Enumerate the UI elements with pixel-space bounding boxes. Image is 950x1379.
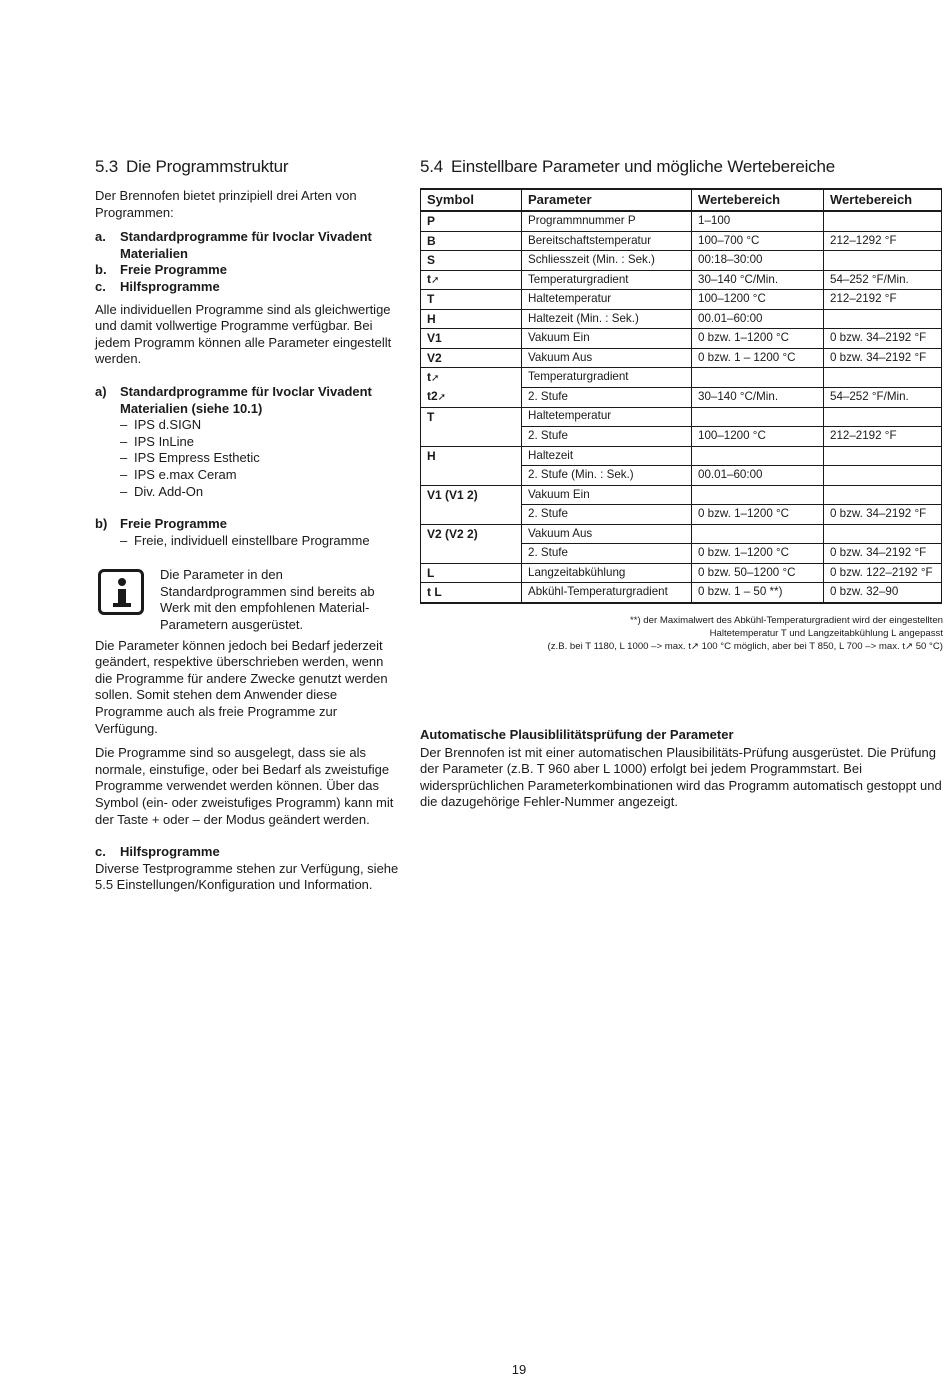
table-cell [824, 446, 942, 466]
table-cell: 30–140 °C/Min. [692, 270, 824, 290]
table-row [421, 524, 942, 544]
list-item: – Div. Add-On [120, 483, 204, 499]
table-cell: 0 bzw. 32–90 [824, 583, 942, 603]
plausibility-text: Der Brennofen ist mit einer automatischen Plausibilitäts-Prüfung ausgerüstet. Die Prüfung der Parameter (z.B. T 960 aber L 1000) erfolgt bei jedem Programmstart. Bei widersprüchlichen Parameterkombinationen wird das Programm automatisch gestoppt und die dazugehörige Fehler-Nummer angezeigt. [420, 744, 942, 810]
table-cell: Vakuum Aus [522, 348, 692, 368]
table-cell: 00:18–30:00 [692, 251, 824, 271]
table-cell: Programmnummer P [522, 211, 692, 231]
col-header-symbol: Symbol [421, 189, 522, 211]
plausibility-title: Automatische Plausiblilitätsprüfung der Parameter [420, 726, 734, 742]
table-cell: t➚ [421, 368, 522, 388]
table-cell: Langzeitabkühlung [522, 563, 692, 583]
table-cell [421, 427, 522, 447]
table-cell: 212–2192 °F [824, 290, 942, 310]
section-a-title: a) Standardprogramme für Ivoclar Vivadent Materialien (siehe 10.1) [95, 383, 372, 416]
table-row [421, 485, 942, 505]
table-cell: T [421, 290, 522, 310]
table-cell: Haltezeit [522, 446, 692, 466]
table-cell: 0 bzw. 1–1200 °C [692, 505, 824, 525]
col-header-range-f: Wertebereich [824, 189, 942, 211]
table-row [421, 466, 942, 486]
table-cell: 0 bzw. 50–1200 °C [692, 563, 824, 583]
gradient-arrow-icon: ➚ [431, 372, 440, 384]
page-number: 19 [511, 1362, 527, 1377]
footnote: **) der Maximalwert des Abkühl-Temperaturgradient wird der eingestellten Haltetemperatur T und Langzeitabkühlung L angepasst (z.B. bei T 1180, L 1000 –> max. t↗ 100 °C möglich, aber bei T 850, L 700 –> max. t↗ 50 °C) [547, 614, 943, 652]
table-cell: 2. Stufe [522, 544, 692, 564]
col-header-range-c: Wertebereich [692, 189, 824, 211]
table-cell [824, 309, 942, 329]
table-row [421, 427, 942, 447]
table-cell: V1 (V1 2) [421, 485, 522, 505]
table-cell: Haltezeit (Min. : Sek.) [522, 309, 692, 329]
table-row [421, 211, 942, 231]
table-row [421, 544, 942, 564]
table-cell: 0 bzw. 34–2192 °F [824, 329, 942, 349]
table-cell: 0 bzw. 1–1200 °C [692, 329, 824, 349]
table-cell [421, 466, 522, 486]
list-item: b. Freie Programme [95, 262, 227, 278]
table-cell [824, 466, 942, 486]
info-icon [98, 569, 144, 615]
table-cell: Abkühl-Temperaturgradient [522, 583, 692, 603]
table-cell: 2. Stufe [522, 505, 692, 525]
table-cell [421, 544, 522, 564]
table-cell: S [421, 251, 522, 271]
table-cell: 0 bzw. 1 – 1200 °C [692, 348, 824, 368]
table-cell: Temperaturgradient [522, 270, 692, 290]
table-row [421, 583, 942, 603]
table-row [421, 270, 942, 290]
table-cell [692, 407, 824, 427]
table-row [421, 446, 942, 466]
table-cell: V2 (V2 2) [421, 524, 522, 544]
table-cell [824, 211, 942, 231]
table-cell: 0 bzw. 1 – 50 **) [692, 583, 824, 603]
table-row [421, 251, 942, 271]
col-header-parameter: Parameter [522, 189, 692, 211]
table-cell [692, 368, 824, 388]
table-cell: V2 [421, 348, 522, 368]
table-cell [824, 251, 942, 271]
table-cell: H [421, 309, 522, 329]
gradient-arrow-icon: ➚ [437, 391, 447, 403]
table-row [421, 309, 942, 329]
section-b-title: b) Freie Programme [95, 516, 227, 532]
table-row [421, 505, 942, 525]
table-cell: 2. Stufe [522, 427, 692, 447]
table-cell: 1–100 [692, 211, 824, 231]
table-cell: 100–1200 °C [692, 427, 824, 447]
table-row [421, 387, 942, 407]
table-cell [824, 524, 942, 544]
table-cell: 30–140 °C/Min. [692, 387, 824, 407]
table-cell: 100–700 °C [692, 231, 824, 251]
paragraph: Die Programme sind so ausgelegt, dass sie als normale, einstufige, oder bei Bedarf als zweistufige Programme verwendet werden können. Über das Symbol (ein- oder zweistufiges Programm) kann mit der Taste + oder – der Modus geändert werden. [95, 745, 394, 827]
table-body [421, 211, 942, 603]
table-row [421, 563, 942, 583]
table-cell [692, 446, 824, 466]
table-cell: Schliesszeit (Min. : Sek.) [522, 251, 692, 271]
section-c [95, 844, 403, 894]
table-row [421, 348, 942, 368]
table-cell: 00.01–60:00 [692, 466, 824, 486]
list-item: c. Hilfsprogramme [95, 278, 220, 294]
table-cell: 0 bzw. 34–2192 °F [824, 505, 942, 525]
table-cell [824, 407, 942, 427]
section-c-text: Diverse Testprogramme stehen zur Verfügung, siehe 5.5 Einstellungen/Konfiguration und Information. [95, 860, 399, 893]
info-note [95, 567, 403, 633]
table-cell: Temperaturgradient [522, 368, 692, 388]
section-b-items [95, 533, 403, 550]
table-cell: 212–2192 °F [824, 427, 942, 447]
table-cell: B [421, 231, 522, 251]
table-cell [824, 485, 942, 505]
table-cell: t L [421, 583, 522, 603]
table-cell: T [421, 407, 522, 427]
table-cell: Bereitschaftstemperatur [522, 231, 692, 251]
table-cell: 2. Stufe (Min. : Sek.) [522, 466, 692, 486]
table-cell: 212–1292 °F [824, 231, 942, 251]
table-cell: t2➚ [421, 387, 522, 407]
table-cell: 54–252 °F/Min. [824, 387, 942, 407]
info-text: Die Parameter in den Standardprogrammen sind bereits ab Werk mit den empfohlenen Material-Parametern ausgerüstet. [160, 567, 375, 633]
table-cell: 0 bzw. 1–1200 °C [692, 544, 824, 564]
list-item: – IPS e.max Ceram [120, 466, 237, 482]
table-row [421, 368, 942, 388]
parameter-table [420, 188, 942, 604]
section-a-items [95, 417, 403, 500]
section-a [95, 384, 403, 500]
table-cell: 100–1200 °C [692, 290, 824, 310]
table-cell: 0 bzw. 34–2192 °F [824, 348, 942, 368]
table-cell [692, 485, 824, 505]
table-cell: Vakuum Ein [522, 329, 692, 349]
intro-paragraph: Der Brennofen bietet prinzipiell drei Arten von Programmen: [95, 188, 357, 220]
table-cell: V1 [421, 329, 522, 349]
table-cell: Haltetemperatur [522, 407, 692, 427]
paragraph: Die Parameter können jedoch bei Bedarf jederzeit geändert, respektive überschrieben werden, wenn die Programme für andere Zwecke genutzt werden sollen. Somit stehen dem Anwender diese Programme auch als freie Programme zur Verfügung. [95, 637, 388, 736]
section-heading-5-3: 5.3 Die Programmstruktur [95, 157, 289, 176]
table-cell: P [421, 211, 522, 231]
table-cell: Vakuum Ein [522, 485, 692, 505]
gradient-arrow-icon: ➚ [431, 274, 440, 286]
table-cell: 0 bzw. 122–2192 °F [824, 563, 942, 583]
table-row [421, 329, 942, 349]
list-item: – IPS InLine [120, 433, 194, 449]
section-b [95, 516, 403, 549]
table-cell: H [421, 446, 522, 466]
table-cell: Vakuum Aus [522, 524, 692, 544]
section-c-title: c. Hilfsprogramme [95, 844, 220, 860]
table-cell: Haltetemperatur [522, 290, 692, 310]
section-heading-5-4: 5.4 Einstellbare Parameter und mögliche Wertebereiche [420, 157, 835, 176]
table-row [421, 290, 942, 310]
table-cell: 54–252 °F/Min. [824, 270, 942, 290]
table-cell [692, 524, 824, 544]
table-cell: 2. Stufe [522, 387, 692, 407]
table-cell: L [421, 563, 522, 583]
table-cell: t➚ [421, 270, 522, 290]
program-types-list [95, 229, 403, 295]
list-item: – IPS d.SIGN [120, 417, 202, 433]
table-cell [421, 505, 522, 525]
list-item: – IPS Empress Esthetic [120, 450, 260, 466]
list-item: – Freie, individuell einstellbare Programme [120, 532, 370, 548]
table-cell: 00.01–60:00 [692, 309, 824, 329]
list-item: a. Standardprogramme für Ivoclar Vivadent Materialien [95, 229, 372, 261]
left-column [95, 156, 403, 894]
plausibility-section [420, 727, 943, 811]
table-header-row [421, 189, 942, 211]
table-cell [824, 368, 942, 388]
table-row [421, 407, 942, 427]
paragraph: Alle individuellen Programme sind als gleichwertige und damit vollwertige Programme verfügbar. Bei jedem Programm können alle Parameter eingestellt werden. [95, 301, 392, 367]
table-row [421, 231, 942, 251]
table-cell: 0 bzw. 34–2192 °F [824, 544, 942, 564]
right-column [420, 156, 943, 811]
